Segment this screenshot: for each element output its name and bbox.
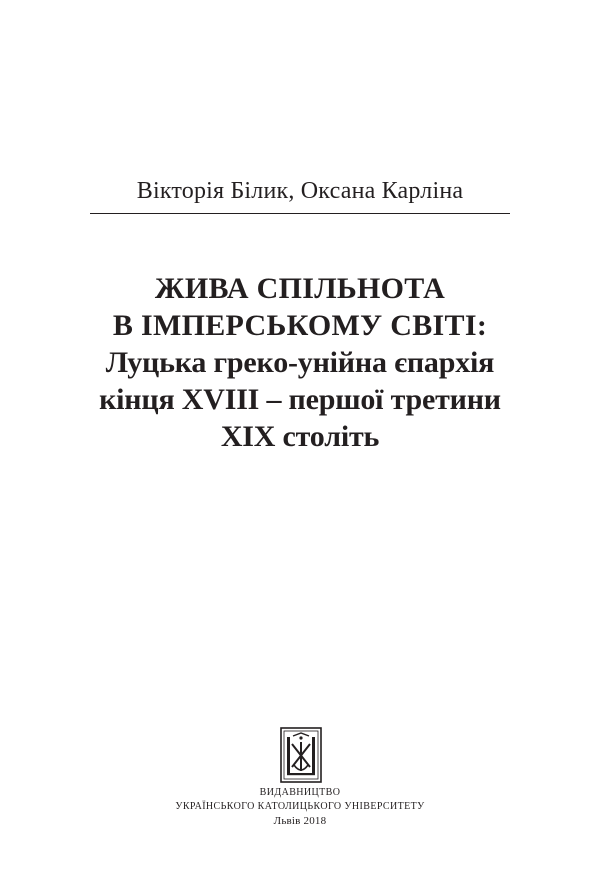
title-line-2: В ІМПЕРСЬКОМУ СВІТІ: xyxy=(112,309,488,342)
authors-divider xyxy=(90,213,510,214)
title-line-1: ЖИВА СПІЛЬНОТА xyxy=(154,272,446,305)
book-authors: Вікторія Білик, Оксана Карліна xyxy=(136,178,464,204)
publisher-line-1: ВИДАВНИЦТВО xyxy=(259,787,341,798)
publisher-city-year: Львів 2018 xyxy=(273,815,327,827)
publisher-line-2: УКРАЇНСЬКОГО КАТОЛИЦЬКОГО УНІВЕРСИТЕТУ xyxy=(175,801,425,812)
publisher-info xyxy=(100,786,500,828)
subtitle-line-3: XIX століть xyxy=(220,420,380,453)
subtitle-line-1: Луцька греко-унійна єпархія xyxy=(105,346,495,379)
book-title xyxy=(40,270,560,455)
subtitle-line-2: кінця XVIII – першої третини xyxy=(99,383,501,416)
publisher-emblem-icon xyxy=(280,727,322,783)
